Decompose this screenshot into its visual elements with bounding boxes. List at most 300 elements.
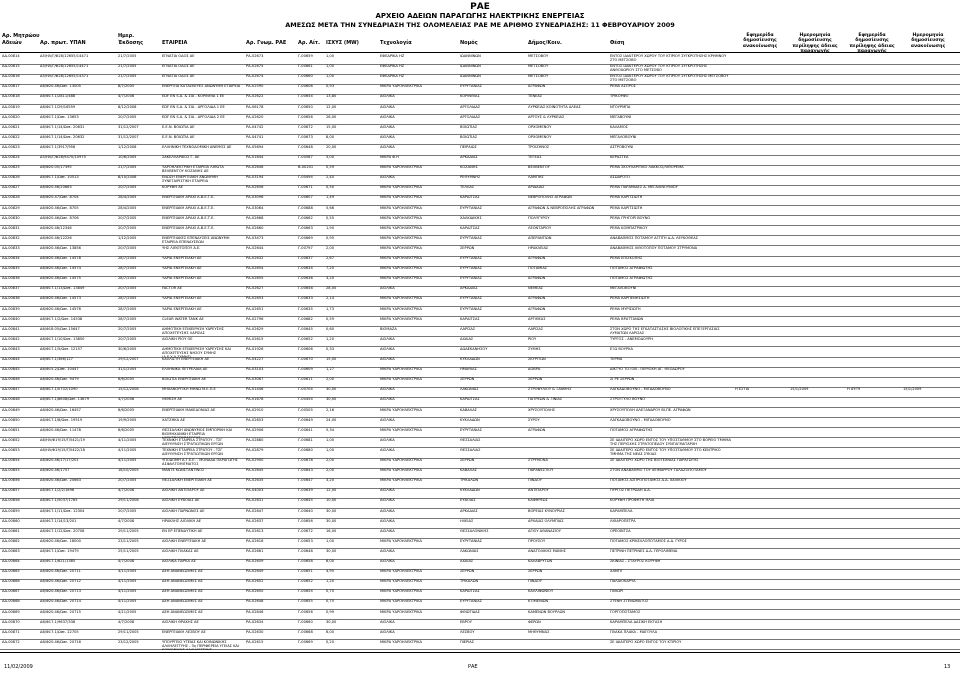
cell-dimos: ΛΑΜΠΗΣ	[528, 175, 544, 180]
cell-ar-ait: Γ-00633	[298, 296, 313, 301]
cell-technologia: ΕΦΕΔΡΙΚΑ ΗΖ	[380, 64, 405, 69]
cell-technologia: ΑΙΟΛΙΚΑ	[380, 175, 395, 180]
cell-ischys: 0,93	[326, 84, 335, 89]
cell-ar-gnom: ΡΑ-02879	[246, 447, 264, 452]
cell-thesi: ΤΥΡΓΟΣ - ΑΝΕΜΟΔΟΥΡΗ	[610, 336, 653, 341]
cell-ar-prot: Δ6/Φ17.1/Ωσε. 13653	[40, 114, 79, 119]
cell-etaireia: ΒΟΙΩΤΙΑ ΕΝΕΡΓΕΙΑΚΗ ΑΕ	[162, 377, 207, 382]
cell-ischys: 1,20	[326, 579, 335, 584]
page-subtitle-2: ΑΜΕΣΩΣ ΜΕΤΑ ΤΗΝ ΣΥΝΕΔΡΙΑΣΗ ΤΗΣ ΟΛΟΜΕΛΕΙΑΣ ΡΑΕ ΜΕ ΑΡΙΘΜΟ ΣΥΝΕΔΡΙΑΣΗΣ: 11 ΦΕΒΡΟΥΑΡΙΟΥ 2009	[285, 21, 675, 29]
cell-ar-mitroou: ΑΔ-00856	[2, 478, 20, 483]
cell-ar-mitroou: ΑΔ-00848	[2, 397, 20, 402]
cell-ar-gnom: ΡΑ-02650	[246, 589, 264, 594]
cell-dimos: ΠΙΝΔΟΥ	[528, 478, 542, 483]
cell-ischys: 1,73	[326, 306, 335, 311]
cell-imer-ekdosis: 15/12/2008	[118, 387, 139, 392]
cell-imer-ekdosis: 28/7/2005	[118, 306, 137, 311]
cell-imer-ekdosis: 8/12/2008	[118, 104, 137, 109]
table-row	[0, 408, 960, 418]
cell-nomos: ΔΩΔΕΚΑΝΗΣΟΥ	[460, 346, 488, 351]
table-row	[0, 74, 960, 84]
cell-ar-mitroou: ΑΔ-00859	[2, 508, 20, 513]
cell-etaireia: ΔΕΗ ΑΝΑΝΕΩΣΙΜΕΣ ΑΕ	[162, 599, 203, 604]
table-row	[0, 125, 960, 135]
cell-ar-mitroou: ΑΔ-00832	[2, 235, 20, 240]
cell-ischys: 28,00	[326, 286, 337, 291]
table-row	[0, 509, 960, 519]
cell-imer-ekdosis: 29/11/2008	[118, 498, 139, 503]
cell-technologia: ΑΙΟΛΙΚΑ	[380, 417, 395, 422]
cell-technologia: ΜΙΚΡΑ ΥΔΡΟΗΛΕΚΤΡΙΚΑ	[380, 306, 422, 311]
footer-org: ΡΑΕ	[468, 664, 478, 670]
cell-ischys: 2,40	[326, 175, 335, 180]
cell-imer-ekdosis: 4/11/2005	[118, 447, 137, 452]
cell-technologia: ΑΙΟΛΙΚΑ	[380, 104, 395, 109]
cell-etaireia: ΣΑΚΕΛΛΑΡΙΚΟΣ Γ. ΑΕ	[162, 155, 200, 160]
cell-imer-ekdosis: 4/11/2005	[118, 589, 137, 594]
cell-ar-ait: Γ-00672	[298, 124, 313, 129]
cell-ar-mitroou: ΑΔ-00826	[2, 175, 20, 180]
cell-dimos: ΚΑΜΕΝΩΝ ΒΟΥΡΛΩΝ	[528, 609, 566, 614]
cell-ar-gnom: ΡΑ-02675	[246, 64, 264, 69]
cell-etaireia: ΕΓΝΑΤΙΑ ΟΔΟΣ ΑΕ	[162, 74, 195, 79]
cell-imer-ekdosis: 20/7/2005	[118, 478, 137, 483]
cell-nomos: ΕΥΡΥΤΑΝΙΑΣ	[460, 538, 482, 543]
cell-ischys: 0,99	[326, 609, 335, 614]
cell-thesi: ΣΕ ΙΔΙΑΙΤΕΡΟ ΧΩΡΟ ΤΗΣ ΒΙΟΤΕΧΝΙΑΣ ΠΑΡΑΓΩΓΗΣ	[610, 458, 699, 463]
cell-ar-mitroou: ΑΔ-00855	[2, 468, 20, 473]
cell-imer-ekdosis: 10/6/2005	[118, 155, 137, 160]
cell-ar-mitroou: ΑΔ-00823	[2, 144, 20, 149]
cell-ar-ait: Γ-00639	[298, 488, 313, 493]
cell-ar-prot: Δ6/Φ20.46/Ωσε. 14576	[40, 306, 81, 311]
cell-ar-prot: Δ6/Φ20.46/Ωσε. 20714	[40, 599, 81, 604]
table-row	[0, 367, 960, 377]
cell-ar-gnom: ΡΑ-02647	[246, 508, 264, 513]
cell-ar-mitroou: ΑΔ-00871	[2, 629, 20, 634]
cell-imer-dimosieusis: 15/1/2009	[790, 387, 809, 392]
cell-ischys: 1,49	[326, 195, 335, 200]
cell-dimos: ΛΕΟΝΤΑΡΙΟΥ	[528, 225, 552, 230]
cell-ar-ait: Γ-00669	[298, 235, 313, 240]
cell-ar-gnom: ΡΑ-02634	[246, 619, 264, 624]
cell-thesi: ΚΟΡΥΦΗ ΠΡΟΦΗΤΗ ΗΛΙΑ	[610, 498, 655, 503]
cell-imer-ekdosis: 4/11/2005	[118, 437, 137, 442]
cell-ar-gnom: ΡΑ-02660	[246, 225, 264, 230]
cell-thesi: ΓΟΡΓΟΠΟΤΑΜΟΣ	[610, 609, 641, 614]
cell-etaireia: ΧΑΤΖΗΚΑ ΑΕ	[162, 417, 185, 422]
table-row	[0, 115, 960, 125]
cell-ischys: 0,20	[326, 639, 335, 644]
cell-ar-prot: Δ6/Φ17.1/3917/956	[40, 144, 76, 149]
cell-imer-ekdosis: 4/7/2008	[118, 94, 135, 99]
cell-etaireia: ΔΗΜΟΤΙΚΗ ΕΠΙΧΕΙΡΗΣΗ ΥΔΡΕΥΣΗΣ ΚΑΙ ΑΠΟΧΕΤΕΥΣΗΣ ΝΗΣΟΥ ΣΥΜΗΣ	[162, 346, 231, 356]
cell-ar-ait: Γ-00682	[298, 316, 313, 321]
cell-ar-ait: Γ-00606	[298, 346, 313, 351]
cell-ar-gnom: ΡΑ-02653	[246, 296, 264, 301]
cell-nomos: ΛΑΡΙΣΑΣ	[460, 326, 476, 331]
cell-ar-mitroou: ΑΔ-00834	[2, 256, 20, 261]
cell-ar-ait: Γ-00656	[298, 518, 313, 523]
cell-nomos: ΒΟΙΩΤΙΑΣ	[460, 134, 478, 139]
table-row	[0, 529, 960, 539]
cell-thesi: ΠΛΑΚΑ ΠΛΑΚΑ - ΜΑΓΟΥΛΑ	[610, 629, 658, 634]
cell-ar-ait: Γ-00652	[298, 579, 313, 584]
cell-technologia: ΑΙΟΛΙΚΑ	[380, 447, 395, 452]
cell-ar-gnom: ΡΑ-03473	[246, 235, 264, 240]
cell-ischys: 15,00	[326, 124, 337, 129]
cell-etaireia: FACTOR AE	[162, 286, 183, 291]
table-row	[0, 206, 960, 216]
cell-etaireia: ΥΔΡΙΑ ΕΝΕΡΓΕΙΑΚΗ ΑΕ	[162, 296, 202, 301]
header-etaireia: ΕΤΑΙΡΕΙΑ	[162, 40, 188, 46]
cell-etaireia: ΕΝΕΡΓΕΙΑΚΕΣ ΕΠΕΝΔΥΣΕΙΣ ΑΝΩΝΥΜΗ ΕΤΑΙΡΕΙΑ ΕΠΕΝΔΥΣΕΩΝ	[162, 235, 230, 245]
table-row	[0, 468, 960, 478]
cell-ar-ait: Γ-00635	[298, 306, 313, 311]
cell-thesi: ΕΝΤΟΣ ΙΔΙΑΙΤΕΡΟΥ ΧΩΡΟΥ ΤΟΥ ΚΤΙΡΙΟΥ ΣΥΓΚΡΟΤΗΣΗΣ ΑΝΘΟΧΩΡΙΟΥ ΣΤΟ ΜΕΤΣΟΒΟ	[610, 64, 708, 73]
cell-ar-ait: Γ-00606	[298, 84, 313, 89]
cell-thesi: ΛΑΓΚΑΔΟΒΟΥΝΟ - ΜΙΓΑΔΟΒΟΥΝΟ	[610, 387, 671, 392]
cell-ar-gnom: ΡΑ-02615	[246, 336, 264, 341]
cell-etaireia: ΕΝΕΡΓΕΙΑΚΗ ΑΡΑΧΙ Α.Β.Ε.Τ.Ε.	[162, 205, 215, 210]
cell-imer-ekdosis: 21/7/2005	[118, 74, 137, 79]
cell-etaireia: ΥΔΡΙΑ ΕΝΕΡΓΕΙΑΚΗ ΑΕ	[162, 256, 202, 261]
cell-nomos: ΑΡΚΑΔΙΑΣ	[460, 286, 478, 291]
cell-ar-mitroou: ΑΔ-00814	[2, 54, 20, 58]
cell-etaireia: ΑΙΟΛΙΚΑ ΠΑΡΚΑ ΑΕ	[162, 559, 196, 564]
cell-nomos: ΗΜΑΘΙΑΣ	[460, 367, 477, 372]
cell-etaireia: ΑΙΟΛΙΚΗ ΘΡΑΚΗΣ ΑΕ	[162, 619, 199, 624]
cell-nomos: ΚΑΡΔΙΤΣΑΣ	[460, 225, 480, 230]
cell-ar-gnom: ΡΑ-05694	[246, 144, 264, 149]
cell-nomos: ΕΥΡΥΤΑΝΙΑΣ	[460, 84, 482, 89]
cell-imer-anakoinosis: 15/1/2009	[903, 387, 922, 392]
cell-dimos: ΑΓΡΑΦΩΝ	[528, 276, 546, 281]
cell-nomos: ΚΟΡΙΝΘΙΑΣ	[460, 94, 480, 99]
cell-technologia: ΑΙΟΛΙΚΑ	[380, 397, 395, 402]
table-row	[0, 185, 960, 195]
cell-etaireia: ΚΟΡΥΦΗ ΑΕ	[162, 185, 183, 190]
header-ischys: ΙΣΧΥΣ (MW)	[326, 40, 359, 46]
cell-dimos: ΜΗΘΥΜΝΑΣ	[528, 629, 550, 634]
table-row	[0, 307, 960, 317]
cell-ar-mitroou: ΑΔ-00820	[2, 114, 20, 119]
cell-imer-ekdosis: 28/7/2005	[118, 266, 137, 271]
cell-etaireia: Ε.Ε.Ν. ΒΟΙΩΤΙΑ ΑΕ	[162, 134, 195, 139]
cell-imer-ekdosis: 4/7/2008	[118, 488, 135, 493]
cell-nomos: ΤΡΙΚΑΛΩΝ	[460, 579, 479, 584]
cell-ar-ait: Γ-00663	[298, 225, 313, 230]
cell-dimos: ΜΕΤΣΟΒΟΥ	[528, 54, 549, 58]
cell-imer-ekdosis: 8/10/2008	[118, 175, 137, 180]
table-row	[0, 165, 960, 175]
cell-etaireia: ΕΝΕΡΓΕΙΑΚΗ ΜΑΚΕΔΟΝΙΑΣ ΑΕ	[162, 407, 216, 412]
cell-ar-ait: Γ-00634	[298, 266, 313, 271]
cell-ar-gnom: ΡΑ-02906	[246, 427, 264, 432]
cell-ar-ait: Γ-00641	[298, 427, 313, 432]
table-row	[0, 135, 960, 145]
cell-ar-prot: Δ6/Φ20.46/Ωσε. 8705	[40, 205, 79, 210]
cell-ischys: 8,00	[326, 134, 335, 139]
header-adeion: Αδειών	[2, 40, 22, 46]
cell-imer-ekdosis: 20/7/2005	[118, 225, 137, 230]
cell-ar-ait: Γ-00658	[298, 286, 313, 291]
cell-ar-prot: Δ6/Φ17.1/11/Ωσε. 12304	[40, 508, 85, 513]
cell-ischys: 13,80	[326, 94, 337, 99]
cell-etaireia: Ε.Ε.Ν. ΒΟΙΩΤΙΑ ΑΕ	[162, 124, 195, 129]
cell-thesi: ΣΤΟΝ ΧΩΡΟ ΤΗΣ ΕΓΚΑΤΑΣΤΑΣΗΣ ΒΙΟΛΟΓΙΚΗΣ ΕΠΕΞΕΡΓΑΣΙΑΣ ΛΥΜΑΤΩΝ ΛΑΡΙΣΑΣ	[610, 326, 720, 335]
cell-ar-gnom: ΡΑ-02644	[246, 245, 264, 250]
cell-nomos: ΚΑΒΑΛΑΣ	[460, 468, 477, 473]
cell-dimos: ΣΕΡΡΩΝ	[528, 569, 543, 574]
cell-ar-ait: Γ-00670	[298, 357, 313, 362]
table-row	[0, 256, 960, 266]
header-efimerida-adeias: Εφημερίδα δημοσίευσης περίληψης άδειας παραγωγής	[849, 33, 895, 55]
header-dimos: Δήμος/Κοιν.	[528, 40, 562, 46]
cell-etaireia: ΔΕΗ ΑΝΑΝΕΩΣΙΜΕΣ ΑΕ	[162, 579, 203, 584]
cell-ar-gnom: ΡΑ-02630	[246, 629, 264, 634]
cell-ar-prot: Δ6/Φ20.46/Ωσε. 20713	[40, 589, 81, 594]
cell-ar-gnom: ΡΑ-04227	[246, 357, 264, 362]
cell-ar-mitroou: ΑΔ-00854	[2, 458, 20, 463]
cell-ar-mitroou: ΑΔ-00829	[2, 205, 20, 210]
cell-ar-ait: Γ-00660	[298, 74, 313, 79]
cell-imer-ekdosis: 23/11/2005	[118, 538, 139, 543]
cell-ar-mitroou: ΑΔ-00818	[2, 94, 20, 99]
cell-imer-ekdosis: 4/11/2005	[118, 599, 137, 604]
cell-etaireia: ΜΗΧΑΝΟΡΓΙΚΗ ΜΗΝΩ Μ.Ε.Π.Ε	[162, 387, 216, 392]
cell-technologia: ΜΙΚΡΑ ΥΔΡΟΗΛΕΚΤΡΙΚΑ	[380, 639, 422, 644]
cell-technologia: ΜΙΚΡΑ ΥΔΡΟΗΛΕΚΤΡΙΚΑ	[380, 599, 422, 604]
cell-ar-mitroou: ΑΔ-00866	[2, 579, 20, 584]
cell-imer-ekdosis: 21/7/2005	[118, 64, 137, 69]
cell-imer-ekdosis: 20/7/2005	[118, 245, 137, 250]
cell-etaireia: ΥΠΟΔΟΜΗ Α.Τ.Ε.Ε. - ΜΟΝΑΔΑ ΠΑΡΑΓΩΓΗΣ ΑΣΦΑΛΤΟΜΙΓΜΑΤΟΣ	[162, 458, 238, 467]
cell-etaireia: ΔΕΗ ΑΝΑΝΕΩΣΙΜΕΣ ΑΕ	[162, 589, 203, 594]
cell-ar-gnom: ΡΑ-03103	[246, 367, 264, 372]
header-technologia: Τεχνολογία	[380, 40, 412, 46]
cell-thesi: ΡΕΜΑ ΜΥΡΙΣΙΩΤΗ	[610, 306, 641, 311]
table-row	[0, 337, 960, 347]
cell-thesi: ΡΕΜΑ ΓΡΗΓΟΡΙ ΒΟΥΝΟ	[610, 215, 651, 220]
cell-ischys: 2,00	[326, 458, 335, 463]
cell-ar-mitroou: ΑΔ-00864	[2, 559, 20, 564]
cell-ar-mitroou: ΑΔ-00838	[2, 296, 20, 301]
cell-thesi: ΜΕΓΑΛΟΒΟΥΝΙ	[610, 286, 637, 291]
cell-technologia: ΒΙΟΜΑΖΑ	[380, 326, 397, 331]
cell-etaireia: ΚΑΛΛΙΣΤΗ ΕΝΕΡΓΕΙΑΚΗ ΑΕ	[162, 357, 210, 362]
table-row	[0, 428, 960, 438]
cell-ischys: 30,00	[326, 619, 337, 624]
cell-thesi: ΛΑΓΚΑΔΟΒΟΥΝΟ - ΜΙΓΑΔΟΒΟΥΝΟ	[610, 417, 671, 422]
cell-ar-prot: Δ6/Φ20.46/Ωσε. 14575	[40, 276, 81, 281]
cell-thesi: ΑΝΑΒΑΘΜΟΣ ΠΟΤΑΜΟΥ ΑΓΓΙΤΗ Δ.Δ. ΛΕΥΚΟΘΕΑΣ	[610, 235, 698, 240]
cell-dimos: ΜΕΤΣΟΒΟΥ	[528, 64, 549, 69]
cell-imer-ekdosis: 4/11/2005	[118, 579, 137, 584]
cell-ar-prot: Δ6/Φ17.1/29/16559	[40, 104, 76, 109]
cell-etaireia: ΕΝΕΡΓΕΙΑΚΗ ΛΕΣΒΟΥ ΑΕ	[162, 629, 206, 634]
page-subtitle: ΑΡΧΕΙΟ ΑΔΕΙΩΝ ΠΑΡΑΓΩΓΗΣ ΗΛΕΚΤΡΙΚΗΣ ΕΝΕΡΓΕΙΑΣ	[375, 12, 585, 20]
header-ar-gnom: Αρ. Γνωμ. ΡΑΕ	[246, 40, 287, 46]
cell-dimos: ΑΓΡΑΦΩΝ	[528, 427, 546, 432]
cell-nomos: ΛΑΚΩΝΙΑΣ	[460, 387, 479, 392]
cell-ar-ait: Γ-00609	[298, 367, 313, 372]
cell-technologia: ΜΙΚΡΑ ΥΔΡΟΗΛΕΚΤΡΙΚΑ	[380, 256, 422, 261]
cell-ar-gnom: ΡΑ-02659	[246, 559, 264, 564]
table-row	[0, 498, 960, 508]
cell-etaireia: ΜΑΝΤΕ ΚΩΝΣΤΑΝΤΙΝΟΣ	[162, 468, 205, 473]
cell-ischys: 1,90	[326, 225, 335, 230]
cell-ar-mitroou: ΑΔ-00828	[2, 195, 20, 200]
cell-ar-gnom: ΡΑ-02654	[246, 266, 264, 271]
cell-nomos: ΦΘΙΩΤΙΔΑΣ	[460, 609, 480, 614]
cell-imer-ekdosis: 4/11/2005	[118, 609, 137, 614]
table-row	[0, 559, 960, 569]
cell-thesi: ΧΡΥΣΟΥΠΟΛΗ ΑΛΕΞΑΝΔΡΟΥ ΒΙ.ΠΕ. ΑΓΡΑΦΩΝ	[610, 407, 691, 412]
cell-efimerida: Η ΕΣΤΙΑ	[735, 387, 750, 392]
cell-ar-prot: Δ6/Φ20.46/Ωσε. 14574	[40, 266, 81, 271]
table-row	[0, 589, 960, 599]
cell-ischys: 0,55	[326, 215, 335, 220]
cell-dimos: ΡΙΟΥ	[528, 336, 537, 341]
cell-technologia: ΜΙΚΡΑ ΥΔΡΟΗΛΕΚΤΡΙΚΑ	[380, 407, 422, 412]
cell-ar-prot: Δ6/Φ20.46/Ωσε. 8706	[40, 215, 79, 220]
cell-imer-ekdosis: 6/6/2005	[118, 377, 135, 382]
cell-thesi: ΕΝΤΟΣ ΙΔΙΑΙΤΕΡΟΥ ΧΩΡΟΥ ΤΟΥ ΚΤΙΡΙΟΥ ΣΥΓΚΡΟΤΗΣΗΣ ΚΡΗΜΝΟΥ ΣΤΟ ΜΕΤΣΟΒΟ	[610, 54, 727, 63]
table-row	[0, 397, 960, 407]
cell-technologia: ΑΙΟΛΙΚΑ	[380, 528, 395, 533]
cell-ar-ait: Γ-00656	[298, 609, 313, 614]
cell-technologia: ΑΙΟΛΙΚΑ	[380, 144, 395, 149]
cell-ar-mitroou: ΑΔ-00824	[2, 155, 20, 160]
table-row	[0, 155, 960, 165]
cell-ar-gnom: ΡΑ-03067	[246, 377, 264, 382]
cell-dimos: ΚΑΛΑΒΡΥΤΩΝ	[528, 559, 553, 564]
cell-ar-prot: Δ6/Φ20.46/Ωσε. 14578	[40, 256, 81, 261]
cell-ar-prot: Δ6/Φ20.46/12346	[40, 225, 72, 230]
cell-technologia: ΜΙΚΡΑ ΥΔΡΟΗΛΕΚΤΡΙΚΑ	[380, 296, 422, 301]
cell-ar-ait: Γ-00654	[298, 589, 313, 594]
cell-ar-ait: Γ-00688	[298, 205, 313, 210]
table-row	[0, 620, 960, 630]
cell-ar-gnom: ΡΑ-02646	[246, 609, 264, 614]
cell-technologia: ΜΙΚΡΑ ΥΔΡΟΗΛΕΚΤΡΙΚΑ	[380, 427, 422, 432]
footer-date: 11/02/2009	[4, 664, 33, 670]
header-ar-ait: Αρ. Αίτ.	[298, 40, 320, 46]
cell-dimos: ΑΡΓΙΘΕΑΣ	[528, 316, 546, 321]
cell-technologia: ΑΙΟΛΙΚΑ	[380, 559, 395, 564]
cell-nomos: ΕΥΡΥΤΑΝΙΑΣ	[460, 306, 482, 311]
cell-thesi: ΣΤΡΟΓΓΥΛΟ ΒΟΥΝΟ	[610, 397, 646, 402]
cell-ar-ait: Γ-00654	[298, 94, 313, 99]
cell-nomos: ΚΑΒΑΛΑΣ	[460, 407, 477, 412]
cell-ar-mitroou: ΑΔ-00819	[2, 104, 20, 109]
cell-nomos: ΘΕΣΣΑΛΙΑΣ	[460, 447, 481, 452]
cell-nomos: ΑΡΚΑΔΙΑΣ	[460, 508, 478, 513]
cell-etaireia: ΕΝΕΡΓΕΙΑΚΗ ΑΡΑΧΙ Α.Β.Ε.Τ.Ε.	[162, 215, 215, 220]
cell-dimos: ΠΟΛΥΓΥΡΟΥ	[528, 215, 550, 220]
cell-ar-prot: Δ6/Φ17.1/5/Ωσε. 12157	[40, 346, 83, 351]
cell-thesi: ΠΟΤΑΜΟΣ ΑΓΡΑΦΙΩΤΗΣ	[610, 276, 653, 281]
header-imer-anakoinosis: Ημερομηνία δημοσίευσης ανακοίνωσης	[910, 33, 946, 49]
cell-ar-ait: Γ-00454	[298, 397, 313, 402]
table-row	[0, 296, 960, 306]
cell-imer-ekdosis: 28/7/2005	[118, 256, 137, 261]
cell-ar-prot: Δ6/Φ20.46/Ωσε. 14573	[40, 296, 81, 301]
cell-ar-gnom: ΡΑ-02649	[246, 569, 264, 574]
cell-imer-ekdosis: 20/7/2005	[118, 114, 137, 119]
table-row	[0, 357, 960, 367]
cell-ar-prot: Δ6/Φ17.1/2/Ωσε. 14538	[40, 316, 83, 321]
cell-technologia: ΜΙΚΡΑ ΥΔΡΟΗΛΕΚΤΡΙΚΑ	[380, 195, 422, 200]
cell-thesi: ΡΕΜΑ ΚΑΡΙΤΣΙΩΤΗ	[610, 205, 643, 210]
cell-ischys: 30,00	[326, 548, 337, 553]
cell-ar-gnom: ΡΑ-01644	[246, 155, 264, 160]
cell-dimos: ΛΑΡΙΣΑΣ	[528, 326, 544, 331]
cell-imer-ekdosis: 4/7/2008	[118, 397, 135, 402]
cell-imer-ekdosis: 29/11/2005	[118, 528, 139, 533]
cell-dimos: ΠΡΟΥΣΟΥ	[528, 538, 546, 543]
header-ar-mitroou: Αρ. Μητρώου	[2, 33, 40, 39]
cell-dimos: ΑΓΡΑΦΩΝ	[528, 296, 546, 301]
cell-thesi: ΣΤΕΝΗ ΣΤΕΝΩΜΑΤΟΣ	[610, 599, 649, 604]
cell-imer-ekdosis: 6/6/2005	[118, 427, 135, 432]
cell-technologia: ΑΙΟΛΙΚΑ	[380, 346, 395, 351]
cell-imer-ekdosis: 1/12/2008	[118, 144, 137, 149]
cell-ar-ait: Γ-00680	[298, 447, 313, 452]
cell-etaireia: ΥΔΡΟΗΛΕΚΤΡΙΚΗ ΕΤΑΙΡΕΙΑ ΛΙΘΩΤΑ ΒΕΛΒΕΝΤΟΥ ΚΟΖΑΝΗΣ ΑΕ	[162, 165, 224, 174]
cell-nomos: ΕΥΡΥΤΑΝΙΑΣ	[460, 266, 482, 271]
cell-thesi: ΧΑΜΠΙ	[610, 569, 622, 574]
cell-ischys: 12,00	[326, 488, 337, 493]
row-divider	[0, 649, 960, 650]
cell-ar-ait: Γ-00659	[298, 54, 313, 58]
cell-technologia: ΑΙΟΛΙΚΑ	[380, 387, 395, 392]
cell-ar-mitroou: ΑΔ-00851	[2, 427, 20, 432]
cell-nomos: ΘΕΣΣΑΛΙΑΣ	[460, 437, 481, 442]
cell-nomos: ΑΡΚΑΔΙΑΣ	[460, 155, 478, 160]
table-row	[0, 549, 960, 559]
cell-technologia: ΑΙΟΛΙΚΑ	[380, 124, 395, 129]
cell-technologia: ΑΙΟΛΙΚΑ	[380, 518, 395, 523]
cell-ischys: 1,00	[326, 447, 335, 452]
table-row	[0, 630, 960, 640]
cell-technologia: ΜΙΚΡΑ ΥΔΡΟΗΛΕΚΤΡΙΚΑ	[380, 316, 422, 321]
cell-ar-ait: Γ-00797	[298, 245, 313, 250]
cell-thesi: ΚΑΡΑΜΠΕΛΑ ΔΑΣΙΚΗ ΕΚΤΑΣΗ	[610, 619, 663, 624]
cell-ar-prot: Δ6/Φ17.1/Ωσε. 22705	[40, 629, 79, 634]
cell-ischys: 1,27	[326, 367, 335, 372]
cell-ischys: 6,00	[326, 629, 335, 634]
cell-ischys: 10,00	[326, 498, 337, 503]
cell-ar-gnom: ΡΑ-02590	[246, 84, 264, 89]
cell-ar-gnom: ΡΑ-02656	[246, 185, 264, 190]
cell-dimos: ΝΕΜΕΑΣ	[528, 286, 544, 291]
cell-ar-mitroou: ΑΔ-00846	[2, 377, 20, 382]
cell-imer-ekdosis: 4/7/2008	[118, 559, 135, 564]
table-row	[0, 610, 960, 620]
cell-imer-ekdosis: 28/4/2005	[118, 205, 137, 210]
cell-ar-gnom: ΡΑ-02673	[246, 54, 264, 58]
cell-imer-ekdosis: 19/9/2005	[118, 417, 137, 422]
cell-ischys: 20,00	[326, 144, 337, 149]
cell-imer-ekdosis: 23/12/2005	[118, 639, 139, 644]
cell-etaireia: ΥΗΣ ΛΙΘΟΤΟΠΟΥ Α.Ε.	[162, 245, 201, 250]
cell-technologia: ΑΙΟΛΙΚΑ	[380, 619, 395, 624]
cell-ar-ait: Γ-00656	[298, 114, 313, 119]
cell-technologia: ΜΙΚΡΑ ΥΔΡΟΗΛΕΚΤΡΙΚΑ	[380, 569, 422, 574]
licenses-table	[0, 54, 960, 650]
